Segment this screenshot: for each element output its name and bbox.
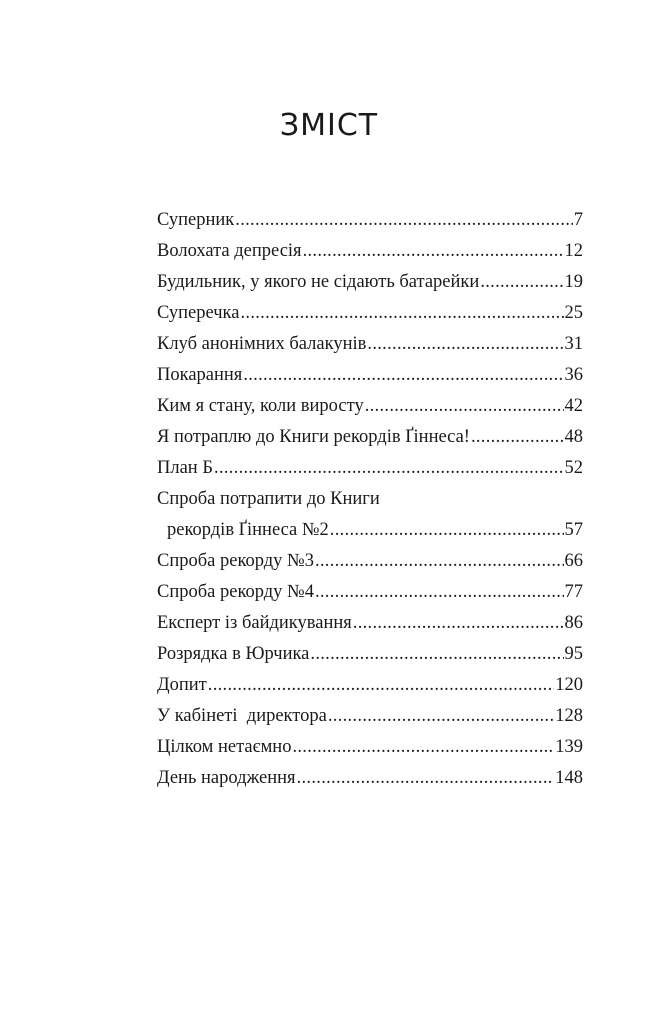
toc-entry-title: План Б [157, 458, 213, 478]
toc-entry-title: День народження [157, 768, 296, 788]
dot-leader [214, 453, 564, 484]
toc-entry-title: Я потраплю до Книги рекордів Ґіннеса! [157, 427, 470, 447]
toc-entry-title: Допит [157, 675, 207, 695]
toc-entry [157, 608, 583, 639]
toc-entry-title: Будильник, у якого не сідають батарейки [157, 272, 480, 292]
toc-entry-page: 57 [564, 520, 583, 540]
toc-entry [157, 577, 583, 608]
toc-entry-title: Спроба рекорду №3 [157, 551, 314, 571]
dot-leader [310, 639, 563, 670]
dot-leader [292, 732, 554, 763]
toc-entry-page: 52 [564, 458, 583, 478]
toc-entry [157, 360, 583, 391]
toc-entry-page: 48 [564, 427, 583, 447]
toc-entry-title: Клуб анонімних балакунів [157, 334, 367, 354]
toc-entry [157, 701, 583, 732]
dot-leader [365, 391, 564, 422]
toc-entry-title: Покарання [157, 365, 243, 385]
toc-entry-title: Суперник [157, 210, 235, 230]
toc-entry-page: 120 [555, 675, 583, 695]
toc-entry-title: Розрядка в Юрчика [157, 644, 310, 664]
toc-entry [157, 763, 583, 794]
dot-leader [315, 546, 564, 577]
toc-entry-page: 36 [564, 365, 583, 385]
toc-entry-page: 12 [564, 241, 583, 261]
toc-entry [157, 732, 583, 763]
toc-entry-page: 7 [573, 210, 583, 230]
dot-leader [235, 205, 572, 236]
toc-entry [157, 298, 583, 329]
dot-leader [330, 515, 564, 546]
toc-entry-title: Цілком нетаємно [157, 737, 292, 757]
toc-entry [157, 546, 583, 577]
toc-entry-title: Експерт із байдикування [157, 613, 352, 633]
toc-entry [157, 484, 583, 515]
toc-entry [157, 670, 583, 701]
toc-entry-page: 31 [564, 334, 583, 354]
toc-entry [157, 391, 583, 422]
toc-entry-page: 128 [555, 706, 583, 726]
dot-leader [297, 763, 555, 794]
dot-leader [315, 577, 564, 608]
dot-leader [353, 608, 564, 639]
dot-leader [243, 360, 563, 391]
toc-entry-title: У кабінеті директора [157, 706, 327, 726]
toc-entry-title: Суперечка [157, 303, 240, 323]
toc-entry-continuation [157, 515, 583, 546]
toc-entry-page: 77 [564, 582, 583, 602]
toc-entry-page: 66 [564, 551, 583, 571]
dot-leader [367, 329, 563, 360]
toc-entry-title: Спроба потрапити до Книги [157, 489, 380, 509]
toc-entry [157, 453, 583, 484]
table-of-contents [157, 205, 583, 794]
toc-entry-page: 139 [555, 737, 583, 757]
dot-leader [208, 670, 554, 701]
toc-entry-title: Ким я стану, коли виросту [157, 396, 364, 416]
toc-entry [157, 422, 583, 453]
dot-leader [328, 701, 554, 732]
toc-entry [157, 236, 583, 267]
toc-entry [157, 639, 583, 670]
toc-entry [157, 329, 583, 360]
toc-entry-title: Спроба рекорду №4 [157, 582, 314, 602]
toc-entry-page: 25 [564, 303, 583, 323]
toc-entry-page: 86 [564, 613, 583, 633]
page-title: ЗМІСТ [279, 108, 379, 143]
toc-entry-page: 42 [564, 396, 583, 416]
toc-entry [157, 205, 583, 236]
toc-entry [157, 267, 583, 298]
toc-entry-title-continuation: рекордів Ґіннеса №2 [167, 520, 329, 540]
dot-leader [480, 267, 563, 298]
toc-entry-title: Волохата депресія [157, 241, 302, 261]
dot-leader [240, 298, 563, 329]
toc-entry-page: 19 [564, 272, 583, 292]
toc-entry-page: 148 [555, 768, 583, 788]
toc-entry-page: 95 [564, 644, 583, 664]
dot-leader [303, 236, 564, 267]
dot-leader [471, 422, 564, 453]
